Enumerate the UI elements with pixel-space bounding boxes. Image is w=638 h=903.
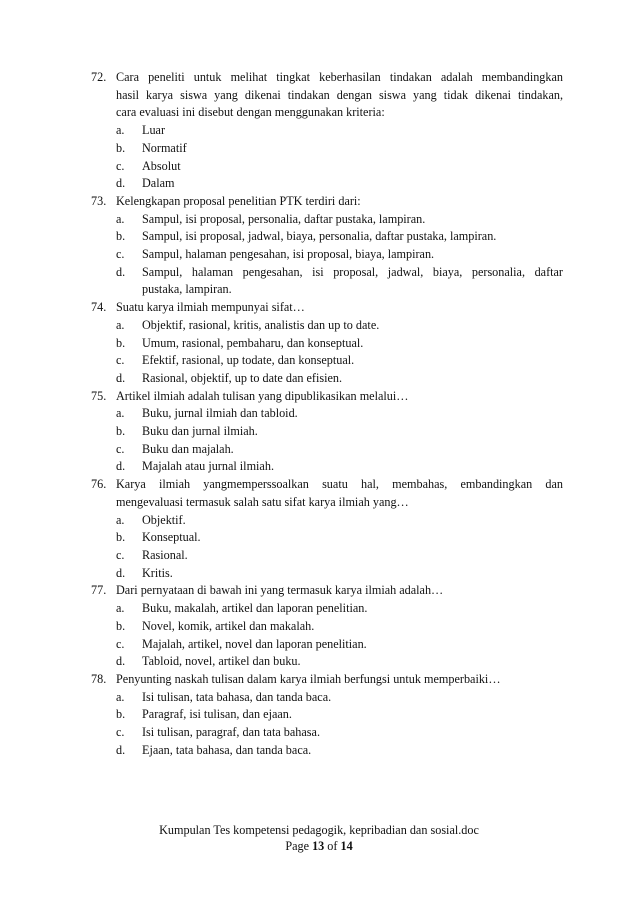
option-label: b.	[116, 140, 126, 155]
answer-option	[116, 706, 563, 724]
option-text: Absolut	[142, 158, 181, 173]
question-number: 78.	[91, 671, 107, 686]
option-label: d.	[116, 459, 126, 474]
question-number: 74.	[91, 300, 107, 315]
option-label: b.	[116, 424, 126, 439]
option-text: Majalah, artikel, novel dan laporan penelitian.	[142, 636, 367, 651]
question-text-line: Dari pernyataan di bawah ini yang termasuk karya ilmiah adalah…	[116, 583, 444, 598]
answer-option	[116, 689, 563, 707]
option-label: a.	[116, 211, 125, 226]
page-current: 13	[312, 839, 325, 853]
question-text-line: mengevaluasi termasuk salah satu sifat karya ilmiah yang…	[116, 494, 409, 509]
option-text: Novel, komik, artikel dan makalah.	[142, 618, 315, 633]
question-item	[91, 671, 563, 760]
option-text: Buku, makalah, artikel dan laporan penelitian.	[142, 601, 368, 616]
question-item	[91, 69, 563, 193]
page-total: 14	[340, 839, 353, 853]
option-label: b.	[116, 229, 126, 244]
question-number: 77.	[91, 583, 107, 598]
question-text-line: Cara peneliti untuk melihat tingkat keberhasilan tindakan adalah membandingkan	[116, 70, 563, 84]
answer-option	[116, 211, 563, 229]
option-text: Umum, rasional, pembaharu, dan konseptual.	[142, 335, 364, 350]
answer-option	[116, 370, 563, 388]
option-label: d.	[116, 264, 126, 279]
option-label: b.	[116, 530, 126, 545]
question-item	[91, 476, 563, 582]
option-label: a.	[116, 317, 125, 332]
option-text: Buku dan jurnal ilmiah.	[142, 424, 258, 439]
answer-option	[116, 317, 563, 335]
question-text-line: Penyunting naskah tulisan dalam karya ilmiah berfungsi untuk memperbaiki…	[116, 671, 501, 686]
question-list	[91, 69, 563, 759]
question-text-line: cara evaluasi ini disebut dengan menggunakan kriteria:	[116, 105, 385, 120]
option-text: Buku, jurnal ilmiah dan tabloid.	[142, 406, 298, 421]
option-label: b.	[116, 618, 126, 633]
option-text-continued: pustaka, lampiran.	[142, 282, 232, 297]
option-text: Majalah atau jurnal ilmiah.	[142, 459, 274, 474]
answer-option	[116, 636, 563, 654]
question-number: 73.	[91, 193, 107, 208]
option-text: Sampul, isi proposal, personalia, daftar pustaka, lampiran.	[142, 211, 426, 226]
question-text-line: hasil karya siswa yang dikenai tindakan dengan siswa yang tidak dikenai tindakan,	[116, 87, 563, 102]
question-number: 72.	[91, 70, 107, 84]
option-label: a.	[116, 512, 125, 527]
option-label: d.	[116, 654, 126, 669]
option-text: Sampul, halaman pengesahan, isi proposal, jadwal, biaya, personalia, daftar	[142, 264, 563, 279]
answer-option	[116, 441, 563, 459]
answer-option	[116, 547, 563, 565]
option-text: Objektif, rasional, kritis, analistis dan up to date.	[142, 317, 380, 332]
answer-option	[116, 228, 563, 246]
option-label: c.	[116, 353, 125, 368]
answer-option	[116, 264, 563, 299]
option-text: Rasional, objektif, up to date dan efisien.	[142, 370, 343, 385]
question-item	[91, 582, 563, 671]
option-text: Paragraf, isi tulisan, dan ejaan.	[142, 707, 292, 722]
answer-option	[116, 140, 563, 158]
footer-page-number	[0, 838, 638, 854]
option-text: Dalam	[142, 176, 175, 191]
option-label: a.	[116, 601, 125, 616]
question-text-line: Suatu karya ilmiah mempunyai sifat…	[116, 300, 305, 315]
footer-filename: Kumpulan Tes kompetensi pedagogik, kepribadian dan sosial.doc	[159, 823, 479, 837]
option-text: Luar	[142, 123, 166, 138]
option-text: Objektif.	[142, 512, 186, 527]
question-text-line: Karya ilmiah yangmemperssoalkan suatu hal, membahas, embandingkan dan	[116, 477, 563, 492]
option-text: Sampul, isi proposal, jadwal, biaya, personalia, daftar pustaka, lampiran.	[142, 229, 497, 244]
option-text: Kritis.	[142, 565, 173, 580]
answer-option	[116, 352, 563, 370]
option-label: c.	[116, 725, 125, 740]
option-label: b.	[116, 707, 126, 722]
answer-option	[116, 618, 563, 636]
option-text: Normatif	[142, 140, 187, 155]
answer-option	[116, 653, 563, 671]
question-number: 75.	[91, 388, 107, 403]
option-text: Tabloid, novel, artikel dan buku.	[142, 654, 301, 669]
answer-option	[116, 724, 563, 742]
option-label: c.	[116, 547, 125, 562]
option-text: Efektif, rasional, up todate, dan konseptual.	[142, 353, 355, 368]
option-label: a.	[116, 123, 125, 138]
option-text: Buku dan majalah.	[142, 441, 234, 456]
of-word: of	[327, 839, 338, 853]
option-label: c.	[116, 441, 125, 456]
option-label: d.	[116, 176, 126, 191]
option-label: d.	[116, 565, 126, 580]
option-label: c.	[116, 247, 125, 262]
option-text: Rasional.	[142, 547, 188, 562]
question-text-line: Artikel ilmiah adalah tulisan yang dipublikasikan melalui…	[116, 388, 409, 403]
question-number: 76.	[91, 477, 107, 492]
answer-option	[116, 458, 563, 476]
option-label: a.	[116, 406, 125, 421]
option-label: b.	[116, 335, 126, 350]
option-text: Isi tulisan, tata bahasa, dan tanda baca.	[142, 689, 332, 704]
question-item	[91, 193, 563, 299]
answer-option	[116, 565, 563, 583]
question-item	[91, 299, 563, 388]
answer-option	[116, 742, 563, 760]
option-text: Sampul, halaman pengesahan, isi proposal, biaya, lampiran.	[142, 247, 435, 262]
option-label: d.	[116, 370, 126, 385]
answer-option	[116, 405, 563, 423]
option-text: Ejaan, tata bahasa, dan tanda baca.	[142, 742, 312, 757]
option-label: c.	[116, 158, 125, 173]
answer-option	[116, 423, 563, 441]
answer-option	[116, 335, 563, 353]
option-label: d.	[116, 742, 126, 757]
answer-option	[116, 175, 563, 193]
option-text: Isi tulisan, paragraf, dan tata bahasa.	[142, 725, 320, 740]
answer-option	[116, 246, 563, 264]
answer-option	[116, 529, 563, 547]
question-item	[91, 388, 563, 477]
question-text-line: Kelengkapan proposal penelitian PTK terdiri dari:	[116, 193, 361, 208]
answer-option	[116, 600, 563, 618]
answer-option	[116, 122, 563, 140]
answer-option	[116, 512, 563, 530]
answer-option	[116, 158, 563, 176]
option-label: a.	[116, 689, 125, 704]
page-word: Page	[285, 839, 310, 853]
option-text: Konseptual.	[142, 530, 201, 545]
option-label: c.	[116, 636, 125, 651]
